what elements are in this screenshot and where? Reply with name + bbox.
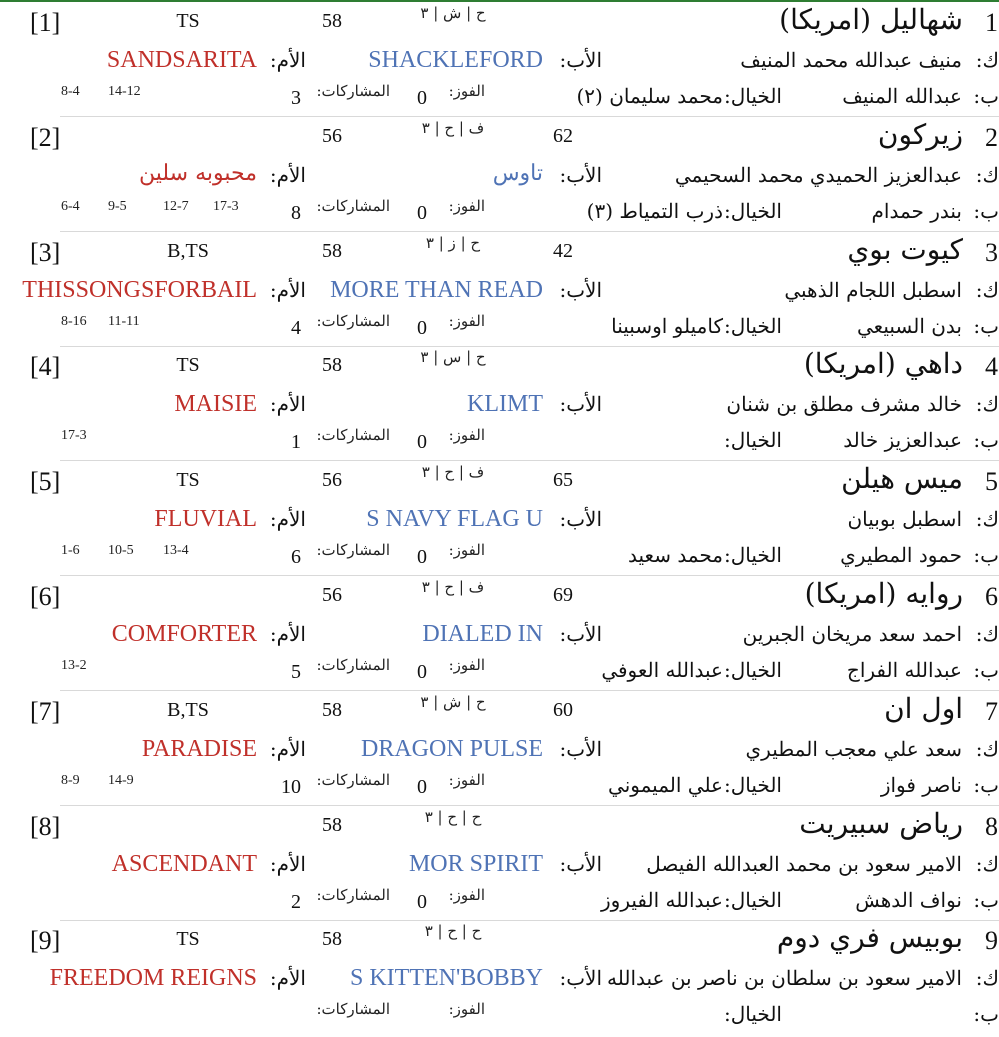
trainer-name: ناصر فواز (880, 772, 962, 797)
weight: 58 (322, 10, 342, 32)
owner-name: سعد علي معجب المطيري (745, 736, 962, 761)
weight: 58 (322, 928, 342, 951)
trainer-label: ب: (973, 313, 999, 338)
trainer-label: ب: (973, 1002, 999, 1027)
weight: 58 (322, 239, 342, 262)
sire-name: S NAVY FLAG U (366, 506, 543, 533)
horse-name: زيركون (877, 117, 963, 151)
form-result: 14-9 (108, 772, 134, 788)
owner-name: خالد مشرف مطلق بن شنان (726, 392, 962, 417)
owner-name: الامير سعود بن محمد العبدالله الفيصل (646, 851, 962, 876)
sire-label: الأب: (559, 736, 602, 761)
trainer-name: عبدالله الفراج (846, 658, 962, 682)
trainer-name: عبدالله المنيف (842, 84, 962, 108)
horse-name: شهاليل (امريكا) (779, 3, 963, 36)
sire-label: الأب: (559, 48, 602, 72)
jockey-label: الخيال: (724, 1002, 782, 1027)
horse-number: 1 (985, 8, 998, 37)
form-result: 6-4 (61, 198, 80, 214)
race-entry (0, 348, 999, 463)
entry-divider (60, 116, 999, 117)
starts-value: 4 (291, 316, 301, 339)
form-result: 8-9 (61, 772, 80, 788)
starts-value: 10 (281, 775, 301, 798)
sire-label: الأب: (559, 277, 602, 302)
jockey-name: عبدالله الفيروز (601, 887, 723, 912)
post-position: [1] (30, 8, 61, 37)
wins-value: 0 (417, 316, 427, 339)
owner-label: ك: (975, 162, 999, 187)
race-entry (0, 578, 999, 693)
form-result: 1-6 (61, 543, 80, 559)
owner-label: ك: (975, 736, 999, 761)
horse-name: اول ان (884, 691, 963, 725)
sire-name: MORE THAN READ (330, 276, 543, 303)
sire-label: الأب: (559, 392, 602, 417)
sire-label: الأب: (559, 507, 602, 532)
form-result: 9-5 (108, 198, 127, 214)
weight: 58 (322, 354, 342, 377)
equipment-tag: B,TS (167, 698, 209, 721)
dam-label: الأم: (269, 966, 306, 991)
sire-name: KLIMT (467, 391, 543, 418)
sire-label: الأب: (559, 622, 602, 646)
dam-name: MAISIE (174, 391, 257, 418)
jockey-name: ذرب التمياط (٣) (586, 198, 723, 223)
owner-name: احمد سعد مريخان الجبرين (742, 622, 962, 646)
trainer-label: ب: (973, 772, 999, 797)
equipment-tag: TS (176, 10, 200, 32)
starts-value: 6 (291, 546, 301, 569)
horse-name: روايه (امريكا) (804, 577, 963, 610)
dam-name: COMFORTER (111, 621, 257, 647)
age-sex-color: ح | ش | ٣ (420, 4, 486, 22)
owner-label: ك: (975, 851, 999, 876)
jockey-label: الخيال: (724, 543, 782, 568)
trainer-name: عبدالعزيز خالد (843, 428, 962, 453)
post-position: [9] (30, 926, 61, 956)
post-position: [4] (30, 352, 61, 382)
dam-label: الأم: (269, 851, 306, 876)
horse-number: 5 (985, 467, 998, 497)
trainer-label: ب: (973, 887, 999, 912)
starts-label: المشاركات: (316, 311, 390, 330)
rating: 42 (553, 239, 573, 262)
dam-label: الأم: (269, 736, 306, 761)
starts-value: 8 (291, 201, 301, 224)
horse-number: 4 (985, 352, 998, 382)
horse-name: كيوت بوي (847, 232, 963, 266)
jockey-label: الخيال: (724, 887, 782, 912)
weight: 56 (322, 469, 342, 492)
entry-divider (60, 805, 999, 806)
jockey-label: الخيال: (724, 772, 782, 797)
wins-label: الفوز: (448, 426, 485, 445)
wins-label: الفوز: (448, 885, 485, 904)
form-result: 8-4 (61, 84, 80, 99)
form-result: 14-12 (108, 84, 141, 99)
sire-label: الأب: (559, 851, 602, 876)
race-entry (0, 922, 999, 1037)
entry-divider (60, 231, 999, 232)
dam-label: الأم: (269, 622, 306, 646)
wins-label: الفوز: (448, 656, 485, 674)
weight: 58 (322, 698, 342, 721)
equipment-tag: TS (176, 354, 200, 377)
starts-label: المشاركات: (316, 426, 390, 445)
race-entry (0, 693, 999, 808)
owner-label: ك: (975, 507, 999, 532)
equipment-tag: B,TS (167, 239, 209, 262)
owner-label: ك: (975, 48, 999, 72)
dam-name: FLUVIAL (154, 506, 257, 533)
trainer-label: ب: (973, 198, 999, 223)
owner-name: الامير سعود بن سلطان بن ناصر بن عبدالله (607, 966, 962, 991)
wins-value: 0 (417, 890, 427, 913)
dam-label: الأم: (269, 277, 306, 302)
wins-value: 0 (417, 546, 427, 569)
form-result: 17-3 (61, 428, 87, 444)
dam-name: ASCENDANT (111, 850, 257, 877)
rating: 60 (553, 698, 573, 721)
horse-name: داهي (امريكا) (803, 347, 963, 381)
jockey-label: الخيال: (724, 658, 782, 682)
race-entry (0, 234, 999, 349)
form-result: 8-16 (61, 313, 87, 329)
jockey-label: الخيال: (724, 428, 782, 453)
post-position: [6] (30, 582, 61, 611)
form-result: 11-11 (108, 313, 140, 329)
age-sex-color: ف | ح | ٣ (421, 463, 485, 482)
horse-number: 8 (985, 811, 998, 841)
owner-label: ك: (975, 966, 999, 991)
sire-name: SHACKLEFORD (368, 47, 543, 73)
owner-name: عبدالعزيز الحميدي محمد السحيمي (674, 162, 962, 187)
form-result: 12-7 (163, 198, 189, 214)
trainer-label: ب: (973, 84, 999, 108)
owner-label: ك: (975, 277, 999, 302)
dam-name: FREEDOM REIGNS (49, 965, 257, 992)
form-result: 10-5 (108, 543, 134, 559)
wins-label: الفوز: (448, 541, 485, 560)
trainer-label: ب: (973, 543, 999, 568)
horse-name: بوبيس فري دوم (776, 921, 963, 955)
horse-number: 3 (985, 237, 998, 267)
dam-label: الأم: (269, 48, 306, 72)
starts-value: 2 (291, 890, 301, 913)
dam-label: الأم: (269, 507, 306, 532)
trainer-name: بندر حمدام (871, 198, 962, 223)
sire-label: الأب: (559, 162, 602, 187)
owner-label: ك: (975, 622, 999, 646)
wins-label: الفوز: (448, 196, 485, 215)
wins-value: 0 (417, 661, 427, 683)
rating: 69 (553, 584, 573, 606)
sire-name: DRAGON PULSE (360, 735, 543, 762)
form-result: 13-4 (163, 543, 189, 559)
equipment-tag: TS (176, 469, 200, 492)
post-position: [7] (30, 696, 61, 726)
jockey-name: عبدالله العوفي (601, 658, 723, 682)
wins-label: الفوز: (448, 82, 485, 100)
sire-name: تاوس (492, 160, 543, 186)
horse-number: 2 (985, 122, 998, 152)
trainer-label: ب: (973, 658, 999, 682)
sire-name: DIALED IN (422, 621, 543, 647)
dam-label: الأم: (269, 162, 306, 187)
horse-number: 9 (985, 926, 998, 956)
dam-name: THISSONGSFORBAIL (22, 276, 257, 303)
sire-label: الأب: (559, 966, 602, 991)
entry-divider (60, 690, 999, 691)
equipment-tag: TS (176, 928, 200, 951)
form-result: 17-3 (213, 198, 239, 214)
owner-name: اسطبل بوبيان (847, 507, 962, 532)
rating: 62 (553, 124, 573, 147)
race-entry (0, 463, 999, 578)
horse-name: ميس هيلن (841, 462, 963, 496)
starts-label: المشاركات: (316, 82, 390, 100)
post-position: [3] (30, 237, 61, 267)
owner-label: ك: (975, 392, 999, 417)
trainer-name: نواف الدهش (855, 887, 962, 912)
horse-name: رياض سبيريت (799, 806, 963, 840)
rating: 65 (553, 469, 573, 492)
owner-name: اسطبل اللجام الذهبي (784, 277, 962, 302)
jockey-name: محمد سليمان (٢) (576, 84, 723, 108)
starts-label: المشاركات: (316, 1000, 390, 1019)
post-position: [5] (30, 467, 61, 497)
dam-name: محبوبه سلين (138, 160, 257, 186)
jockey-name: علي الميموني (608, 772, 723, 797)
top-border (0, 0, 999, 2)
owner-name: منيف عبدالله محمد المنيف (740, 48, 962, 72)
sire-name: MOR SPIRIT (408, 850, 543, 877)
wins-label: الفوز: (448, 1000, 485, 1019)
jockey-label: الخيال: (724, 84, 782, 108)
age-sex-color: ح | ح | ٣ (424, 807, 482, 826)
trainer-name: بدن السبيعي (857, 313, 962, 338)
age-sex-color: ح | ز | ٣ (425, 233, 481, 252)
wins-label: الفوز: (448, 311, 485, 330)
starts-label: المشاركات: (316, 885, 390, 904)
starts-label: المشاركات: (316, 770, 390, 789)
age-sex-color: ح | ش | ٣ (420, 692, 486, 711)
starts-label: المشاركات: (316, 541, 390, 560)
race-entry (0, 119, 999, 234)
age-sex-color: ف | ح | ٣ (421, 118, 485, 137)
trainer-name: حمود المطيري (840, 543, 962, 568)
post-position: [2] (30, 122, 61, 152)
weight: 58 (322, 813, 342, 836)
starts-value: 5 (291, 661, 301, 683)
starts-label: المشاركات: (316, 196, 390, 215)
trainer-label: ب: (973, 428, 999, 453)
jockey-name: محمد سعيد (628, 543, 723, 568)
jockey-label: الخيال: (724, 313, 782, 338)
age-sex-color: ح | س | ٣ (420, 348, 486, 367)
sire-name: S KITTEN'BOBBY (350, 965, 543, 992)
age-sex-color: ح | ح | ٣ (424, 922, 482, 941)
starts-value: 3 (291, 87, 301, 109)
weight: 56 (322, 124, 342, 147)
weight: 56 (322, 584, 342, 606)
jockey-name: كاميلو اوسبينا (611, 313, 723, 338)
race-entry (0, 808, 999, 923)
form-result: 13-2 (61, 658, 87, 673)
starts-value: 1 (291, 431, 301, 454)
dam-name: PARADISE (141, 735, 257, 762)
wins-value: 0 (417, 431, 427, 454)
starts-label: المشاركات: (316, 656, 390, 674)
wins-value: 0 (417, 201, 427, 224)
dam-name: SANDSARITA (106, 47, 257, 73)
post-position: [8] (30, 811, 61, 841)
wins-value: 0 (417, 87, 427, 109)
race-entry (0, 4, 999, 119)
horse-number: 6 (985, 582, 998, 611)
age-sex-color: ف | ح | ٣ (421, 578, 485, 596)
jockey-label: الخيال: (724, 198, 782, 223)
wins-value: 0 (417, 775, 427, 798)
dam-label: الأم: (269, 392, 306, 417)
horse-number: 7 (985, 696, 998, 726)
wins-label: الفوز: (448, 770, 485, 789)
